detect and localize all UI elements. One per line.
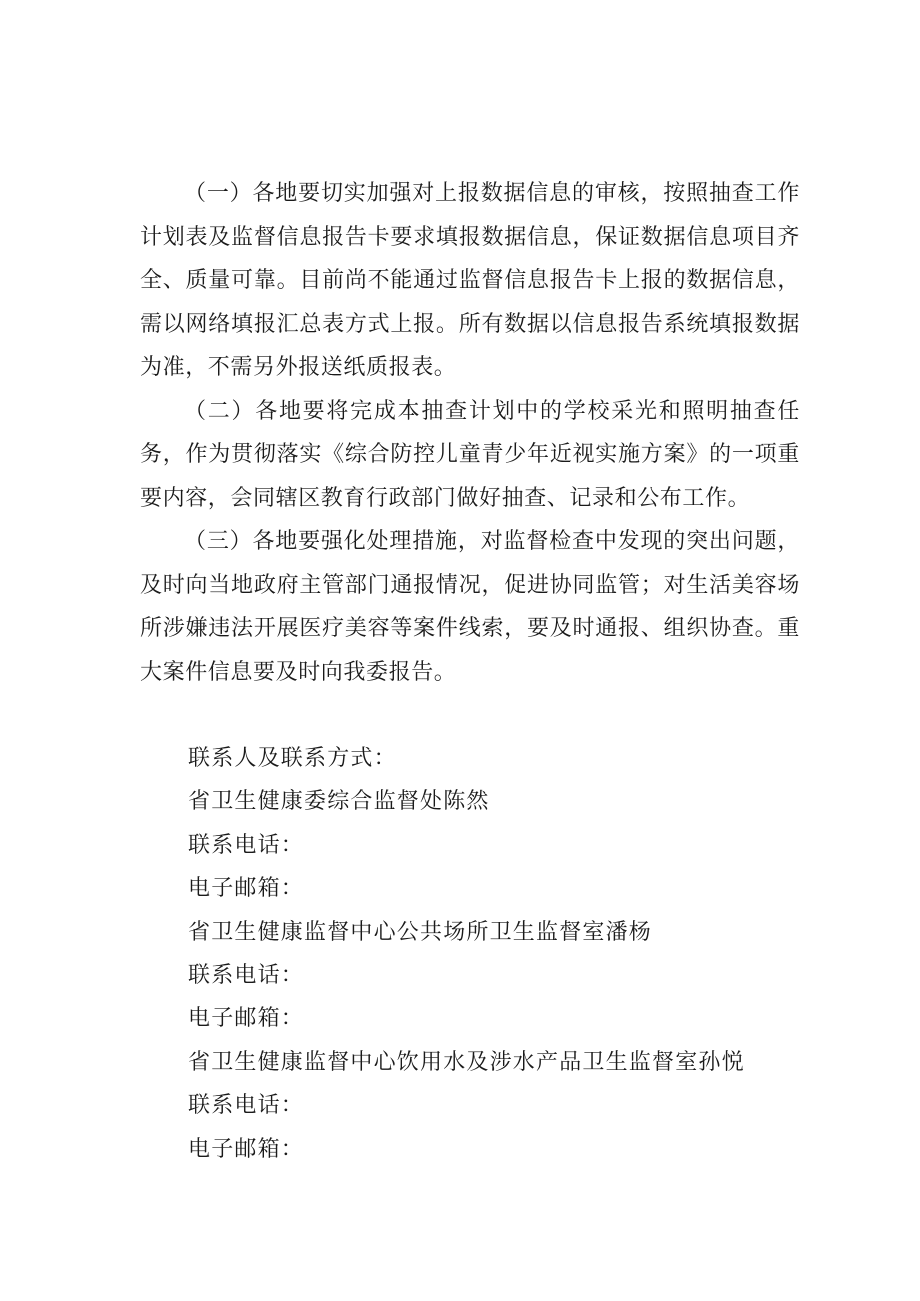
document-body <box>140 172 800 694</box>
contact-phone-1: 联系电话： <box>188 832 305 858</box>
contact-phone-2: 联系电话： <box>188 963 305 989</box>
contact-email-2: 电子邮箱： <box>188 1006 305 1032</box>
contact-email-1: 电子邮箱： <box>188 876 305 902</box>
contact-person-3: 省卫生健康监督中心饮用水及涉水产品卫生监督室孙悦 <box>188 1049 745 1075</box>
contact-phone-3: 联系电话： <box>188 1093 305 1119</box>
paragraph-1: （一）各地要切实加强对上报数据信息的审核，按照抽查工作计划表及监督信息报告卡要求填报数据信息，保证数据信息项目齐全、质量可靠。目前尚不能通过监督信息报告卡上报的数据信息，需以网络填报汇总表方式上报。所有数据以信息报告系统填报数据为准，不需另外报送纸质报表。 <box>140 181 800 380</box>
contact-person-2: 省卫生健康监督中心公共场所卫生监督室潘杨 <box>188 919 653 945</box>
contact-heading: 联系人及联系方式： <box>188 746 397 771</box>
contact-email-3: 电子邮箱： <box>188 1136 305 1162</box>
contact-info <box>188 737 828 1171</box>
paragraph-3: （三）各地要强化处理措施，对监督检查中发现的突出问题，及时向当地政府主管部门通报情况，促进协同监管；对生活美容场所涉嫌违法开展医疗美容等案件线索，要及时通报、组织协查。重大案件信息要及时向我委报告。 <box>140 529 800 685</box>
contact-person-1: 省卫生健康委综合监督处陈然 <box>188 789 490 815</box>
paragraph-2: （二）各地要将完成本抽查计划中的学校采光和照明抽查任务，作为贯彻落实《综合防控儿童青少年近视实施方案》的一项重要内容，会同辖区教育行政部门做好抽查、记录和公布工作。 <box>140 398 800 511</box>
